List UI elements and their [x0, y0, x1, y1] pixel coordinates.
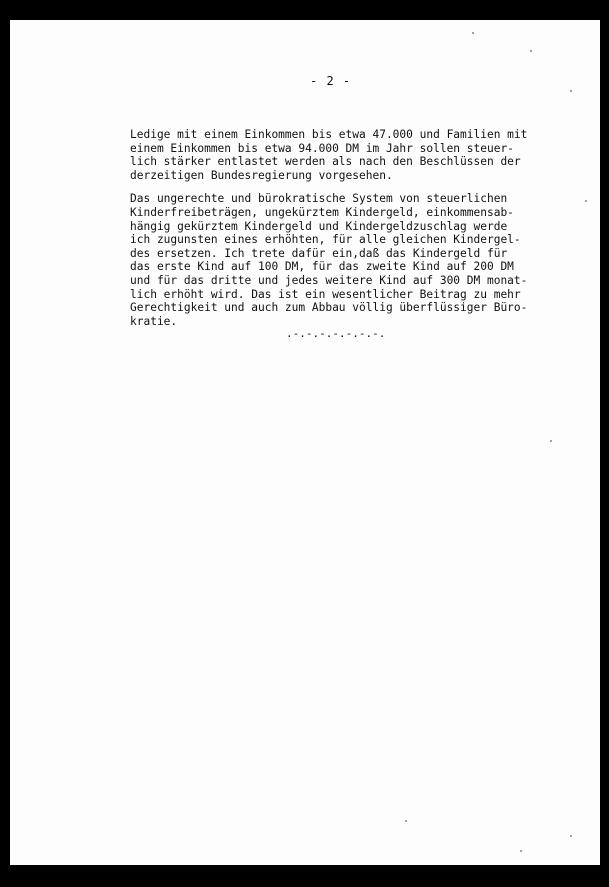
paper-sheet [10, 20, 600, 865]
scan-speck [570, 835, 572, 837]
scan-speck [585, 200, 587, 202]
scan-speck [472, 32, 474, 34]
dash-dot-separator: .-.-.-.-.-.-.-. [286, 327, 386, 340]
text-line: ich zugunsten eines erhöhten, für alle gleichen Kindergel- [130, 233, 521, 247]
text-line: kratie. [130, 314, 178, 328]
text-line: hängig gekürztem Kindergeld und Kindergeldzuschlag werde [130, 219, 508, 233]
scan-speck [520, 850, 522, 852]
text-line: Ledige mit einem Einkommen bis etwa 47.000 und Familien mit [130, 128, 528, 141]
text-line: Gerechtigkeit und auch zum Abbau völlig überflüssiger Büro- [130, 301, 528, 315]
text-line: lich erhöht wird. Das ist ein wesentlicher Beitrag zu mehr [130, 287, 521, 301]
paragraph-income-relief [130, 128, 550, 182]
text-line: lich stärker entlastet werden als nach den Beschlüssen der [130, 155, 521, 169]
letter-body [130, 128, 550, 338]
text-line: Kinderfreibeträgen, ungekürztem Kindergeld, einkommensab- [130, 205, 514, 219]
scan-speck [550, 440, 552, 442]
scan-speck [570, 90, 572, 92]
scan-speck [405, 820, 407, 822]
text-line: das erste Kind auf 100 DM, für das zweite Kind auf 200 DM [130, 260, 514, 274]
scan-speck [530, 50, 532, 52]
text-line: einem Einkommen bis etwa 94.000 DM im Jahr sollen steuer- [130, 141, 514, 155]
paragraph-child-benefit [130, 192, 550, 328]
text-line: des ersetzen. Ich trete dafür ein,daß das Kindergeld für [130, 246, 508, 260]
text-line: derzeitigen Bundesregierung vorgesehen. [130, 168, 393, 182]
text-line: und für das dritte und jedes weitere Kind auf 300 DM monat- [130, 273, 528, 287]
text-line: Das ungerechte und bürokratische System von steuerlichen [130, 192, 508, 206]
page-number: - 2 - [310, 74, 352, 88]
